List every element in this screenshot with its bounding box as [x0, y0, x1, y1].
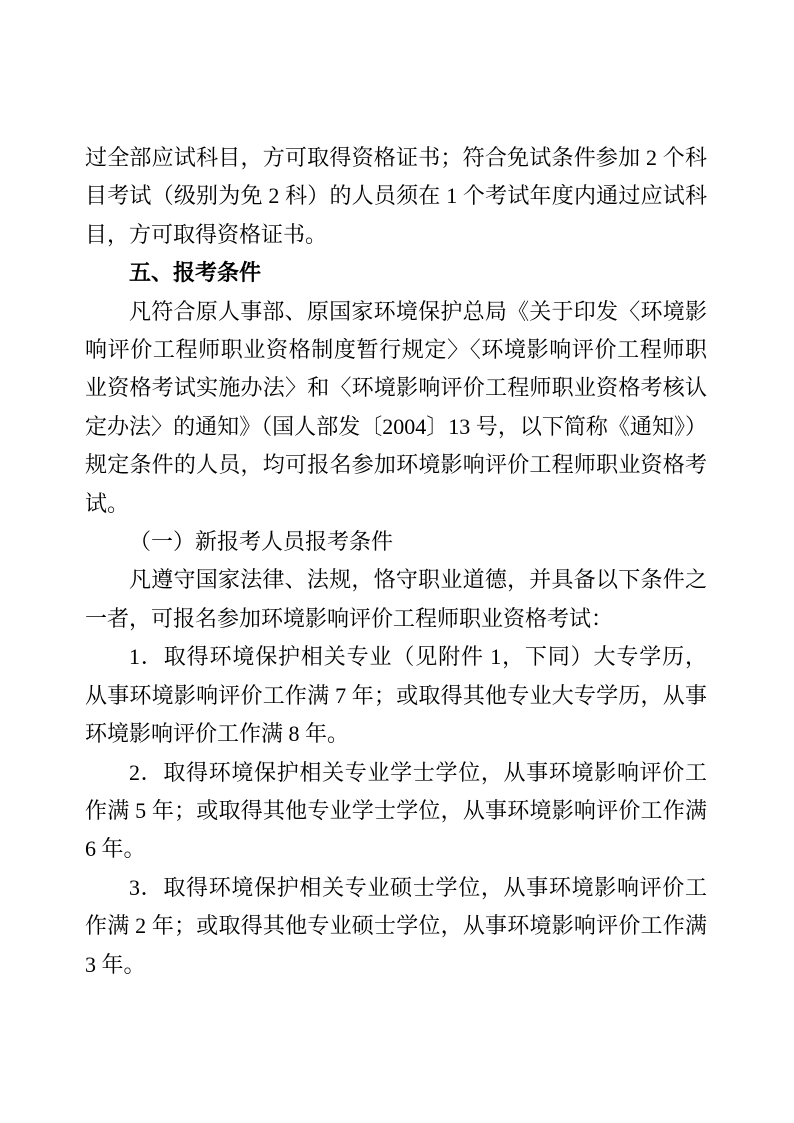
- paragraph-line: 目，方可取得资格证书。: [85, 221, 328, 247]
- document-body: [85, 139, 707, 984]
- list-item-line: 作满 5 年；或取得其他专业学士学位，从事环境影响评价工作满: [85, 797, 707, 823]
- paragraph-line: 业资格考试实施办法〉和〈环境影响评价工程师职业资格考核认: [85, 375, 707, 401]
- list-item-line: 环境影响评价工作满 8 年。: [85, 721, 350, 747]
- list-item-line: 3 年。: [85, 951, 146, 977]
- paragraph-line: 过全部应试科目，方可取得资格证书；符合免试条件参加 2 个科: [85, 145, 707, 170]
- list-item-line: 1．取得环境保护相关专业（见附件 1，下同）大专学历，: [129, 644, 707, 670]
- paragraph-line: 定办法〉的通知》（国人部发〔2004〕13 号，以下简称《通知》）: [85, 413, 707, 439]
- subsection-heading-line: （一）新报考人员报考条件: [129, 529, 394, 555]
- list-item-line: 从事环境影响评价工作满 7 年；或取得其他专业大专学历，从事: [85, 682, 707, 708]
- list-item-line: 作满 2 年；或取得其他专业硕士学位，从事环境影响评价工作满: [85, 913, 707, 939]
- list-item-line: 3．取得环境保护相关专业硕士学位，从事环境影响评价工: [129, 874, 707, 900]
- paragraph-line: 规定条件的人员，均可报名参加环境影响评价工程师职业资格考: [85, 452, 707, 478]
- section-heading-line: 五、报考条件: [129, 260, 262, 286]
- paragraph-line: 试。: [85, 490, 130, 516]
- list-item-line: 6 年。: [85, 836, 146, 862]
- list-item-line: 2．取得环境保护相关专业学士学位，从事环境影响评价工: [129, 759, 707, 785]
- paragraph-line: 目考试（级别为免 2 科）的人员须在 1 个考试年度内通过应试科: [85, 183, 707, 209]
- paragraph-line: 响评价工程师职业资格制度暂行规定〉〈环境影响评价工程师职: [85, 337, 707, 363]
- paragraph-line: 凡符合原人事部、原国家环境保护总局《关于印发〈环境影: [129, 298, 707, 324]
- paragraph-line: 一者，可报名参加环境影响评价工程师职业资格考试：: [85, 605, 614, 631]
- paragraph-line: 凡遵守国家法律、法规，恪守职业道德，并具备以下条件之: [129, 567, 707, 593]
